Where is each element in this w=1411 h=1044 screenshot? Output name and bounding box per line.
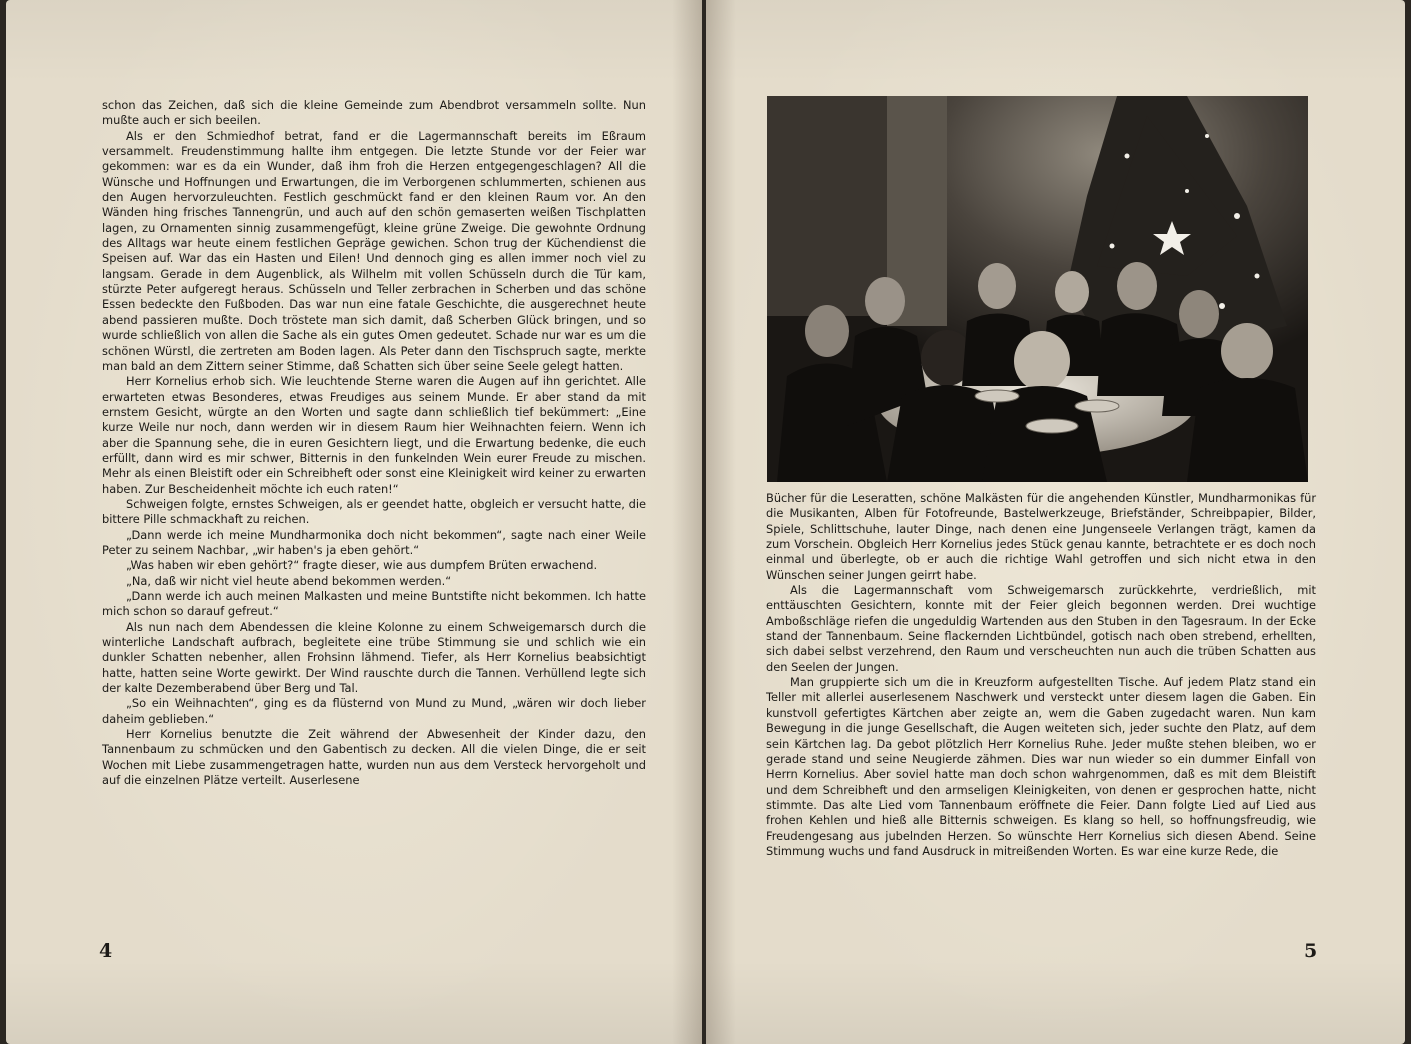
paragraph: Schweigen folgte, ernstes Schweigen, als er geendet hatte, obgleich er versucht hatte, die bittere Pille schmackhaft zu reichen.	[102, 496, 646, 527]
right-page-text	[766, 491, 1316, 859]
paragraph: „Dann werde ich auch meinen Malkasten und meine Buntstifte nicht bekommen. Ich hatte mich schon so darauf gefreut.“	[102, 589, 646, 619]
page-number: 4	[99, 940, 113, 962]
paragraph: Als er den Schmiedhof betrat, fand er die Lagermannschaft bereits im Eßraum versammelt. Freudenstimmung hallte ihm entgegen. Die letzte Stunde vor der Feier war gekommen: war es da ein Wunder, daß ihm froh die Herzen entgegengeschlagen? All die Wünsche und Hoffnungen und Erwartungen, die im Verborgenen schlummerten, schienen aus den Augen hervorzuleuchten. Festlich geschmückt fand er den kleinen Raum vor. An den Wänden hing frisches Tannengrün, und auch auf den schön gemaserten weißen Tischplatten lagen, zu Ornamenten sinnig zusammengefügt, kleine grüne Zweige. Die gewohnte Ordnung des Alltags war heute einem festlichen Gepräge gewichen. Schon trug der Küchendienst die Speisen auf. War das ein Hasten und Eilen! Und dennoch ging es allen immer noch viel zu langsam. Gerade in dem Augenblick, als Wilhelm mit vollen Schüsseln durch die Tür kam, stürzte Peter aufgeregt heraus. Schüsseln und Teller zerbrachen in Scherben und das schöne Essen bedeckte den Fußboden. Das war nun eine fatale Geschichte, die ausgerechnet heute abend passieren mußte. Doch tröstete man sich damit, daß Scherben Glück bringen, und so wurde schließlich von allen die Sache als ein gutes Omen gedeutet. Schade nur war es um die schönen Würstl, die zertreten am Boden lagen. Als Peter dann den Tischspruch sagte, merkte man bald an dem Zittern seiner Stimme, daß Schatten sich über seine Seele gelegt hatten.	[102, 128, 646, 373]
christmas-photo	[767, 96, 1308, 482]
paragraph: „Na, daß wir nicht viel heute abend bekommen werden.“	[126, 573, 452, 588]
gutter-shadow	[672, 0, 702, 1044]
left-page	[6, 0, 702, 1044]
paragraph: Als die Lagermannschaft vom Schweigemarsch zurückkehrte, verdrießlich, mit enttäuschten Gesichtern, konnte mit der Feier gleich begonnen werden. Drei wuchtige Amboßschläge riefen die ungeduldig Wartenden aus den Stuben in den Tagesraum. In der Ecke stand der Tannenbaum. Seine flackernden Lichtbündel, gotisch nach oben strebend, erhellten, sich dabei selbst verzehrend, den Raum und verscheuchten nun auch die trüben Schatten aus den Seelen der Jungen.	[766, 583, 1316, 674]
paragraph: Herr Kornelius benutzte die Zeit während der Abwesenheit der Kinder dazu, den Tannenbaum zu schmücken und den Gabentisch zu decken. All die vielen Dinge, die er seit Wochen mit Liebe zusammengetragen hatte, wurden nun aus dem Versteck hervorgeholt und auf die einzelnen Plätze verteilt. Auserlesene	[102, 727, 646, 788]
paragraph: Als nun nach dem Abendessen die kleine Kolonne zu einem Schweigemarsch durch die winterliche Landschaft aufbrach, begleitete eine trübe Stimmung sie und schlich wie ein dunkler Schatten nebenher, allen Frohsinn lähmend. Tiefer, als Herr Kornelius beabsichtigt hatte, hatten seine Worte gewirkt. Der Wind rauschte durch die Tannen. Verhüllend legte sich der kalte Dezemberabend über Berg und Tal.	[102, 619, 646, 696]
paragraph: „So ein Weihnachten“, ging es da flüsternd von Mund zu Mund, „wären wir doch lieber daheim geblieben.“	[102, 696, 646, 726]
gutter-shadow	[706, 0, 736, 1044]
paragraph: „Dann werde ich meine Mundharmonika doch nicht bekommen“, sagte nach einer Weile Peter zu seinem Nachbar, „wir haben's ja eben gehört.“	[102, 527, 646, 557]
paragraph: schon das Zeichen, daß sich die kleine Gemeinde zum Abendbrot versammeln sollte. Nun mußte auch er sich beeilen.	[102, 98, 646, 128]
paragraph: Bücher für die Leseratten, schöne Malkästen für die angehenden Künstler, Mundharmonikas für die Musikanten, Alben für Fotofreunde, Bastelwerkzeuge, Briefständer, Schreibpapier, Bilder, Spiele, Schlittschuhe, lauter Dinge, nach denen eine Jungenseele Verlangen trägt, kamen da zum Vorschein. Obgleich Herr Kornelius jedes Stück genau kannte, betrachtete er es doch noch einmal und überlegte, ob er auch die richtige Wahl getroffen und sich nicht etwa in den Wünschen seiner Jungen geirrt habe.	[766, 491, 1316, 582]
left-page-text	[102, 98, 646, 788]
paragraph: Herr Kornelius erhob sich. Wie leuchtende Sterne waren die Augen auf ihn gerichtet. Alle erwarteten etwas Besonderes, etwas Freudiges aus seinem Munde. Er aber stand da mit ernstem Gesicht, würgte an den Worten und sagte dann schließlich tief bekümmert: „Eine kurze Weile nur noch, dann werden wir in diesem Raum hier Weihnachten feiern. Wenn ich aber die Spannung sehe, die in euren Gesichtern liegt, und die Erwartung bedenke, die euch erfüllt, dann wird es mir schwer, Bitternis in den funkelnden Wein eurer Freude zu mischen. Mehr als einen Bleistift oder ein Schreibheft oder sonst eine Kleinigkeit wird keiner zu erwarten haben. Zur Bescheidenheit möchte ich euch raten!“	[102, 374, 646, 496]
paragraph: Man gruppierte sich um die in Kreuzform aufgestellten Tische. Auf jedem Platz stand ein Teller mit allerlei auserlesenem Naschwerk und versteckt unter diesem lagen die Gaben. Ein kunstvoll gefertigtes Kärtchen aber zeigte an, wem die Gaben zugedacht waren. Nun kam Bewegung in die junge Gesellschaft, die Augen weiteten sich, jeder suchte den Platz, auf dem sein Kärtchen lag. Da gebot plötzlich Herr Kornelius Ruhe. Jeder mußte stehen bleiben, wo er gerade stand und seine Neugierde zähmen. Dies war nun wieder so ein dummer Einfall von Herrn Kornelius. Aber soviel hatte man doch schon wahrgenommen, daß es mit dem Bleistift und dem Schreibheft und den armseligen Kleinigkeiten, von denen er gesprochen hatte, nicht stimmte. Das alte Lied vom Tannenbaum eröffnete die Feier. Dann folgte Lied auf Lied aus frohen Kehlen und hieß alle Bitternis schweigen. Es klang so hell, so hoffnungsfreudig, wie Freudengesang aus jubelnden Herzen. So wünschte Herr Kornelius sich diesen Abend. Seine Stimmung wuchs und fand Ausdruck in mitreißenden Worten. Es war eine kurze Rede, die	[766, 675, 1316, 858]
paragraph: „Was haben wir eben gehört?“ fragte dieser, wie aus dumpfem Brüten erwachend.	[126, 558, 598, 573]
right-page	[706, 0, 1405, 1044]
page-number: 5	[1304, 940, 1318, 962]
